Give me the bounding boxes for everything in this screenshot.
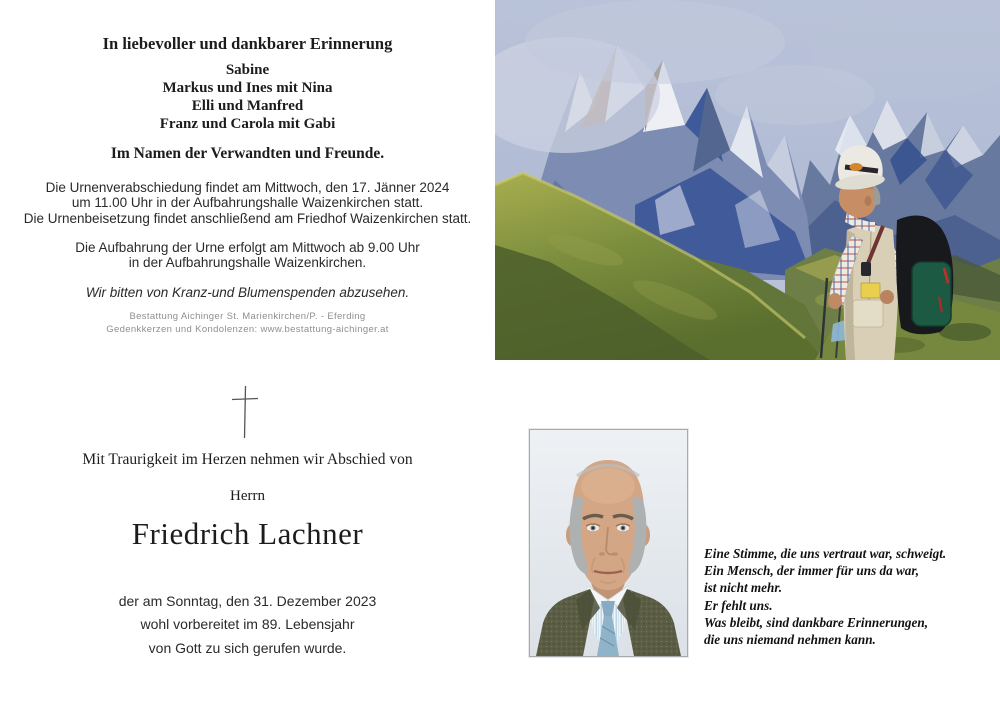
portrait-photo: [529, 429, 688, 657]
poem-line: Was bleibt, sind dankbare Erinnerungen,: [704, 614, 928, 630]
family-names: [0, 61, 495, 133]
aufbahrung-line: Die Aufbahrung der Urne erfolgt am Mittwoch ab 9.00 Uhr: [75, 240, 420, 255]
funeral-home-info: [0, 311, 495, 336]
memorial-cross-icon: [222, 383, 268, 441]
family-name-line: Elli und Manfred: [191, 98, 304, 114]
service-info-line: Die Urnenbeisetzung findet anschließend am Friedhof Waizenkirchen statt.: [23, 210, 472, 226]
hiking-photo: [495, 0, 1000, 360]
salutation: Herrn: [230, 488, 265, 504]
farewell-intro: Mit Traurigkeit im Herzen nehmen wir Abschied von: [82, 451, 413, 468]
aufbahrung-line: in der Aufbahrungshalle Waizenkirchen.: [128, 255, 367, 271]
service-info-line: Die Urnenverabschiedung findet am Mittwoch, den 17. Jänner 2024: [45, 180, 450, 195]
service-info-line: um 11.00 Uhr in der Aufbahrungshalle Waizenkirchen statt.: [71, 195, 424, 211]
death-date-block: [0, 590, 495, 660]
memorial-poem: [704, 545, 996, 648]
poem-line: die uns niemand nehmen kann.: [704, 632, 876, 648]
death-date-line: wohl vorbereitet im 89. Lebensjahr: [140, 616, 355, 633]
remembrance-header: In liebevoller und dankbarer Erinnerung: [102, 34, 393, 53]
death-date-line: von Gott zu sich gerufen wurde.: [148, 639, 347, 656]
funeral-home-line: Bestattung Aichinger St. Marienkirchen/P. - Eferding: [129, 311, 366, 322]
death-date-line: der am Sonntag, den 31. Dezember 2023: [118, 593, 377, 609]
service-info: [0, 180, 495, 226]
funeral-home-line: Gedenkkerzen und Kondolenzen: www.bestattung-aichinger.at: [106, 323, 389, 335]
in-namen-line: Im Namen der Verwandten und Freunde.: [110, 145, 385, 162]
poem-line: Ein Mensch, der immer für uns da war,: [704, 563, 920, 579]
poem-line: Eine Stimme, die uns vertraut war, schweigt.: [704, 546, 947, 561]
deceased-name: Friedrich Lachner: [131, 516, 364, 551]
flower-donation-note: Wir bitten von Kranz-und Blumenspenden abzusehen.: [85, 285, 410, 300]
family-name-line: Sabine: [225, 62, 270, 78]
aufbahrung-info: [0, 240, 495, 271]
family-name-line: Franz und Carola mit Gabi: [159, 116, 336, 132]
family-name-line: Markus und Ines mit Nina: [162, 80, 333, 96]
poem-line: Er fehlt uns.: [704, 597, 773, 613]
poem-line: ist nicht mehr.: [704, 580, 783, 596]
